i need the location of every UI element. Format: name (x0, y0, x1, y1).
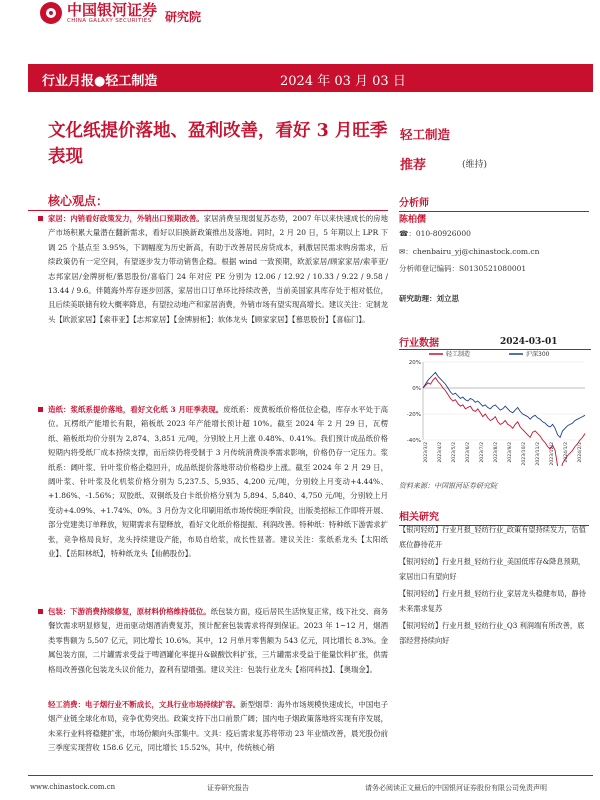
y-tick-label: -20% (406, 412, 421, 418)
x-tick-label: 2023/12/2 (550, 442, 555, 466)
y-tick-label: 0% (412, 386, 421, 392)
legend-label: 轻工制造 (446, 351, 471, 358)
bullet-icon (38, 609, 43, 614)
company-logo (40, 0, 201, 26)
chart-heading: 行业数据 (399, 338, 439, 349)
key-point-packaging (48, 605, 388, 677)
footer-rule (28, 775, 593, 776)
key-point-body: 纸包装方面，疫后居民生活恢复正常，线下社交、商务餐饮需求明显修复，进而驱动烟酒消费复苏，预计配套包装需求将得到保证。2023 年 1~12 月，烟酒类零售额为 5,507 亿元，同比增长 10.6%。其中，12 月单月零售额为 543 亿元，同比增长 8.3%。金属包装方面，二片罐需求受益于啤酒罐化率提升&碳酸饮料扩张，三片罐需求受益于能量饮料扩张，供需格局改善强化包装龙头议价能力，盈利有望增强。建议关注：包装行业龙头【裕同科技】、【奥瑞金】。 (48, 607, 388, 674)
series-line-1 (423, 372, 585, 437)
x-tick-label: 2023/9/2 (508, 442, 513, 463)
analyst-email[interactable]: ✉：chenbairu_yj@chinastock.com.cn (399, 247, 540, 256)
chart-legend (429, 350, 550, 358)
y-tick-label: -40% (406, 438, 421, 444)
research-assistant: 研究助理：刘立思 (399, 294, 459, 303)
x-tick-label: 2023/10/2 (522, 442, 527, 466)
x-tick-label: 2024/2/2 (578, 442, 583, 463)
key-point-head: 家居：内销看好政策发力，外销出口预期改善。 (48, 214, 204, 223)
key-point-consumer (48, 698, 388, 774)
key-point-body: 废纸系：废黄板纸价格低位企稳，库存水平处于高位。瓦楞纸产能增长有限，箱板纸 2023 年产能增长预计超 10%。截至 2024 年 2 月 29 日，瓦楞纸、箱板纸均价分别为 2,874、3,851 元/吨，分别较上月上涨 0.48%、0.41%。我们预计成品纸价格短期内将受纸厂成本持续支撑，而后续仍将受制于 3 月传统消费淡季需求影响，价格仍存一定压力。浆纸系：阔叶浆、针叶浆价格企稳回升，成品纸提价落地带动价格稳步上涨。截至 2024 年 2 月 29 日，阔叶浆、针叶浆及化机浆价格分别为 5,237.5、5,935、4,200 元/吨，分别较上月变动+4.44%、+1.86%、-1.56%；双胶纸、双铜纸及白卡纸价格分别为 5,894、5,840、4,750 元/吨，分别较上月变动+4.09%、+1.74%、0%。3 月份为文化印刷用纸市场传统旺季阶段，出版类招标工作即将开展、部分党建类订单释放，短期需求有望释放，看好文化纸价格提振、利润改善。特种纸：特种纸下游需求扩张，竞争格局良好，龙头持续建设产能，布局自给浆，成长性显著。建议关注：浆纸系龙头【太阳纸业】、【岳阳林纸】，特种纸龙头【仙鹤股份】。 (48, 405, 388, 559)
institute-label: 研究院 (165, 9, 202, 24)
analyst-cert: 分析师登记编码：S0130521080001 (399, 264, 527, 273)
analyst-name: 陈柏儒 (399, 215, 427, 225)
report-date: 2024 年 03 月 03 日 (280, 74, 406, 89)
key-points-rule (28, 210, 388, 211)
key-point-head: 包装：下游消费持续修复，原材料价格维持低位。 (48, 607, 211, 616)
key-point-body: 家居消费呈现弱复苏态势，2007 年以来快速成长的房地产市场积累大量潜在翻新需求，看好以旧换新政策推出及落地。同时，2 月 20 日，5 年期以上 LPR 下调 25 个基点至 3.95%，下调幅度为历史新高，有助于改善居民房贷成本，刺激居民需求购房需求，后续政策仍有一定空间，有望逐步发力带动销售企稳。根据 wind 一致预期，欧派家居/顾家家居/索菲亚/志邦家居/金牌厨柜/慕思股份/喜临门 24 年对应 PE 分别为 12.06 / 12.92 / 10.33 / 9.22 / 9.58 / 13.44 / 9.6。伴随海外库存逐步回落，家居出口订单环比持续改善，当前美国家具库存处于相对低位，且后续美联储有较大概率降息，有望拉动地产和家居消费，外销市场有望实现高增长。建议关注：定制龙头【欧派家居】【索菲亚】【志邦家居】【金牌厨柜】；软体龙头【顾家家居】【慕思股份】【喜临门】。 (48, 214, 388, 324)
footer-disclaimer: 请务必阅读正文最后的中国银河证券股份有限公司免责声明 (365, 784, 547, 792)
galaxy-logo-icon (40, 2, 62, 24)
rating-sub: (维持) (462, 160, 488, 170)
related-report-4[interactable]: 【银河轻纺】行业月报_轻纺行业_Q3 利润端有所改善，底部经营持续向好 (399, 621, 585, 645)
series-line-0 (423, 378, 585, 466)
legend-label: 沪深300 (526, 351, 550, 358)
analyst-phone: ☎：010-80926000 (399, 229, 471, 238)
related-report-1[interactable]: 【银河轻纺】行业月报_轻纺行业_政策有望持续发力，估值底位静待花开 (399, 525, 586, 549)
x-tick-label: 2023/3/2 (424, 442, 429, 463)
bullet-icon (38, 407, 43, 412)
chart-x-ticks (423, 442, 583, 466)
report-title: 文化纸提价落地、盈利改善，看好 3 月旺季表现 (48, 121, 388, 167)
related-report-2[interactable]: 【银河轻纺】行业月报_轻纺行业_美国低库存&降息预期，家居出口有望向好 (399, 557, 586, 581)
logo-english-name: CHINA GALAXY SECURITIES (67, 17, 152, 24)
y-tick-label: 20% (408, 360, 421, 366)
chart-source: 资料来源：中国银河证券研究院 (399, 482, 497, 490)
chart-series (423, 372, 585, 466)
x-tick-label: 2023/11/2 (536, 442, 541, 466)
analyst-heading: 分析师 (399, 194, 589, 212)
x-tick-label: 2023/4/2 (438, 442, 443, 463)
chart-axes (407, 360, 585, 444)
logo-chinese-name: 中国银河证券 (67, 0, 158, 19)
x-tick-label: 2023/8/2 (494, 442, 499, 463)
related-heading: 相关研究 (399, 508, 589, 526)
key-point-head: 造纸：浆纸系提价落地，看好文化纸 3 月旺季表现。 (48, 405, 224, 414)
related-report-3[interactable]: 【银河轻纺】行业月报_轻纺行业_家居龙头稳健布局，静待未来需求复苏 (399, 589, 586, 613)
key-point-home (48, 212, 388, 327)
key-point-paper (48, 403, 388, 561)
sector-name: 轻工制造 (400, 127, 451, 142)
x-tick-label: 2023/7/2 (480, 442, 485, 463)
x-tick-label: 2023/5/2 (452, 442, 457, 463)
key-point-head: 轻工消费：电子烟行业不断成长，文具行业市场持续扩容。 (48, 700, 241, 709)
bullet-icon (38, 216, 43, 221)
chart-date: 2024-03-01 (500, 337, 558, 347)
key-points-heading: 核心观点： (48, 194, 109, 208)
industry-chart (399, 348, 591, 466)
x-tick-label: 2023/6/2 (466, 442, 471, 463)
key-point-body: 新型烟草：海外市场规模快速成长，中国电子烟产业链全球化布局，竞争优势突出。政策支持下出口前景广阔；国内电子烟政策落地将实现有序发展，未来行业料将稳健扩张，市场份额向头部集中。文具：疫后需求复苏将带动 23 年业绩改善，晨光股份前三季度实现营收 158.6 亿元，同比增长 15.52%，其中，传统核心销 (48, 700, 388, 753)
report-type: 行业月报●轻工制造 (42, 74, 158, 89)
report-header-bar (28, 64, 593, 92)
x-tick-label: 2024/1/2 (564, 442, 569, 463)
footer-website[interactable]: www.chinastock.com.cn (30, 783, 116, 791)
footer-center: 证券研究报告 (207, 784, 249, 792)
rating-label: 推荐 (400, 158, 427, 173)
